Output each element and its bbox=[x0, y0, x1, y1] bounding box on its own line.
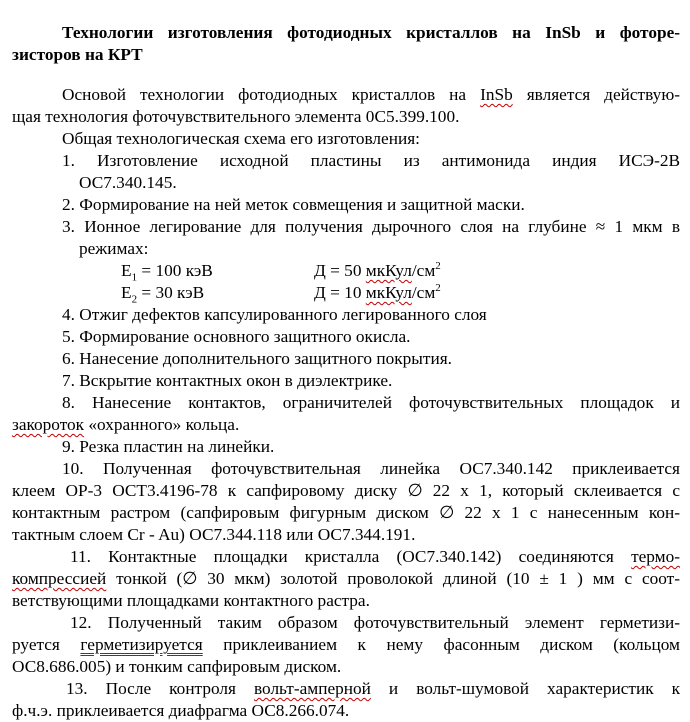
document-title-line-1: Технологии изготовления фотодиодных кристаллов на InSb и фоторе- bbox=[62, 23, 680, 42]
mode-1-dose: Д = 50 мкКул/$см^2$ bbox=[314, 260, 441, 280]
mode-2-dose: Д = 10 мкКул/$см^2$ bbox=[314, 282, 441, 302]
intro-line-1 bbox=[62, 84, 680, 106]
step-2: 2. Формирование на ней меток совмещения и защитной маски. bbox=[62, 195, 525, 214]
intro-text: является действую- bbox=[512, 85, 680, 104]
step-8-line-2: закороток «охранного» кольца. bbox=[12, 415, 240, 434]
step-10-line-2: клеем ОР-3 ОСТ3.4196-78 к сапфировому диску ∅ 22 х 1, который склеивается с bbox=[12, 481, 680, 500]
step-8-line-1: 8. Нанесение контактов, ограничителей фоточувствительных площадок и bbox=[62, 393, 680, 412]
step-4: 4. Отжиг дефектов капсулированного легированного слоя bbox=[62, 305, 487, 324]
step-9: 9. Резка пластин на линейки. bbox=[62, 437, 275, 456]
spellcheck-word: вольт-амперной bbox=[253, 679, 371, 698]
step-1-line-2: ОС7.340.145. bbox=[79, 173, 177, 192]
step-6: 6. Нанесение дополнительного защитного покрытия. bbox=[62, 349, 452, 368]
document-title-line-2: зисторов на КРТ bbox=[12, 45, 143, 64]
intro-line-2: щая технология фоточувствительного элемента 0С5.399.100. bbox=[12, 107, 460, 126]
spellcheck-word: термо- bbox=[631, 547, 680, 566]
mode-2-energy: $E_2 = 30$ кэВ bbox=[121, 283, 205, 306]
spellcheck-word: закороток bbox=[12, 415, 85, 434]
spellcheck-word: мкКул bbox=[365, 283, 412, 302]
step-11-line-2: компрессией тонкой (∅ 30 мкм) золотой проволокой длиной (10 ± 1 ) мм с соот- bbox=[12, 569, 680, 588]
step-11-line-3: ветствующими площадками контактного растра. bbox=[12, 591, 370, 610]
step-12-line-1: 12. Полученный таким образом фоточувствительный элемент герметизи- bbox=[70, 613, 680, 632]
spellcheck-word: мкКул bbox=[365, 261, 412, 280]
intro-line-3: Общая технологическая схема его изготовления: bbox=[62, 129, 420, 148]
step-10-line-4: тактным слоем Cr - Au) ОС7.344.118 или ОС7.344.191. bbox=[12, 525, 416, 544]
step-13-line-2: ф.ч.э. приклеивается диафрагма ОС8.266.074. bbox=[12, 701, 350, 720]
spellcheck-word: компрессией bbox=[12, 569, 107, 588]
step-12-line-2: руется герметизируется приклеиванием к нему фасонным диском (кольцом bbox=[12, 635, 680, 654]
intro-text: Основой технологии фотодиодных кристаллов на bbox=[62, 85, 481, 104]
mode-1-energy: $E_1 = 100$ кэВ bbox=[121, 261, 213, 284]
step-3-line-1: 3. Ионное легирование для получения дырочного слоя на глубине ≈ 1 мкм в bbox=[62, 217, 680, 236]
step-12-line-3: ОС8.686.005) и тонким сапфировым диском. bbox=[12, 657, 342, 676]
step-1-line-1: 1. Изготовление исходной пластины из антимонида индия ИСЭ-2В bbox=[62, 151, 680, 170]
step-13-line-1: 13. После контроля вольт-амперной и вольт-шумовой характеристик к bbox=[66, 679, 680, 698]
step-3-line-2: режимах: bbox=[79, 239, 149, 258]
step-10-line-1: 10. Полученная фоточувствительная линейка ОС7.340.142 приклеивается bbox=[62, 459, 680, 478]
step-5: 5. Формирование основного защитного окисла. bbox=[62, 327, 411, 346]
step-11-line-1: 11. Контактные площадки кристалла (ОС7.340.142) соединяются термо- bbox=[70, 547, 680, 566]
step-7: 7. Вскрытие контактных окон в диэлектрике. bbox=[62, 371, 393, 390]
spellcheck-word: InSb bbox=[480, 85, 513, 104]
repeated-word-mark: герметизируется bbox=[80, 635, 203, 654]
step-10-line-3: контактным растром (сапфировым фигурным диском ∅ 22 х 1 с нанесенным кон- bbox=[12, 503, 680, 522]
